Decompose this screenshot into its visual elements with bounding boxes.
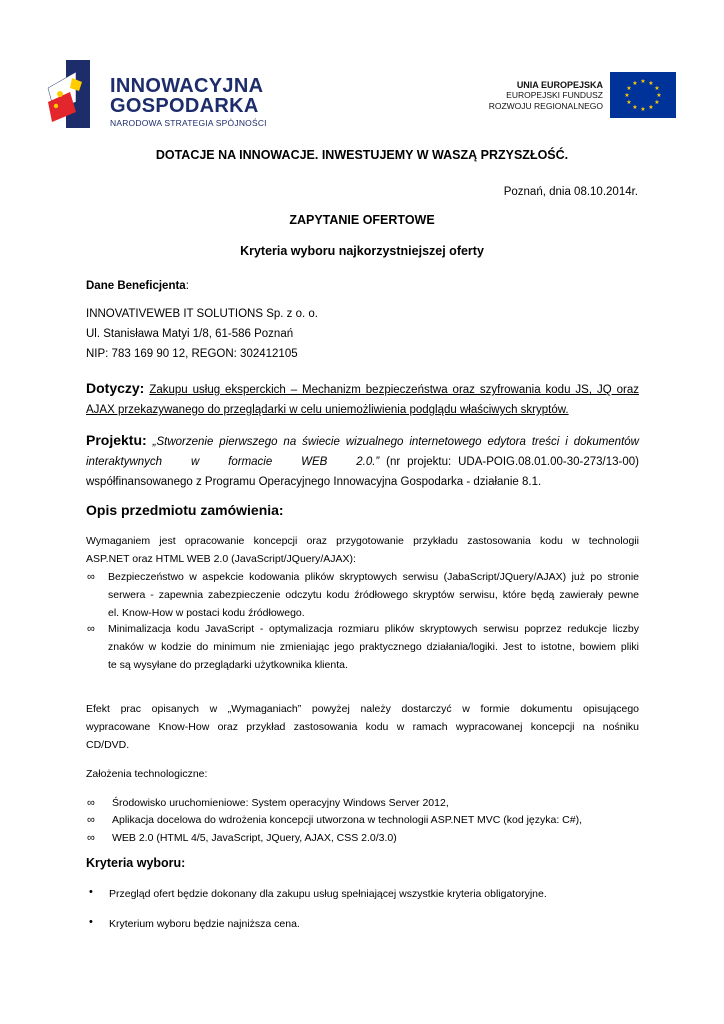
- order-intro-line-2: ASP.NET oraz HTML WEB 2.0 (JavaScript/JQuery/AJAX):: [86, 553, 356, 565]
- dot-bullet-icon: •: [89, 886, 93, 898]
- svg-text:★: ★: [640, 106, 646, 113]
- order-intro: [86, 532, 639, 568]
- order-intro-line-1: Wymaganiem jest opracowanie koncepcji oraz przygotowanie przykładu zastosowania kodu w technologii: [86, 535, 639, 547]
- svg-text:★: ★: [626, 99, 632, 106]
- svg-text:★: ★: [632, 80, 638, 87]
- beneficiary-line: Ul. Stanisława Matyi 1/8, 61-586 Poznań: [86, 328, 294, 340]
- svg-text:★: ★: [654, 85, 660, 92]
- infinity-bullet-icon: ∞: [87, 571, 95, 583]
- project-line-3: współfinansowanego z Programu Operacyjnego Innowacyjna Gospodarka - działanie 8.1.: [86, 476, 542, 488]
- svg-text:★: ★: [656, 92, 662, 99]
- infinity-bullet-icon: ∞: [87, 832, 95, 844]
- infinity-bullet-icon: ∞: [87, 797, 95, 809]
- project-block: [86, 430, 639, 492]
- order-item-line: serwera - zapewnia zabezpieczenie odczytu kodu źródłowego skryptów serwisu, które będą zawierały pewne: [108, 589, 639, 601]
- document-subtitle: Kryteria wyboru najkorzystniejszej oferty: [240, 244, 484, 258]
- beneficiary-label: Dane Beneficjenta: [86, 280, 186, 292]
- effect-line: Efekt prac opisanych w „Wymaganiach” powyżej należy dostarczyć w formie dokumentu opisującego: [86, 703, 639, 715]
- eu-flag-icon: [610, 72, 676, 118]
- project-label: Projektu:: [86, 432, 147, 448]
- eu-line-3: ROZWOJU REGIONALNEGO: [488, 101, 603, 111]
- subject-line-2: AJAX przekazywanego do przeglądarki w celu uniemożliwienia podglądu właściwych skryptów.: [86, 404, 569, 416]
- order-item-line: znaków w kodzie do minimum nie zmieniając jego praktycznego działania/logiki. Jest to istotne, bowiem pliki: [108, 641, 639, 653]
- document-title: ZAPYTANIE OFERTOWE: [289, 213, 435, 227]
- innowacyjna-gospodarka-logo: [46, 58, 276, 130]
- svg-text:★: ★: [632, 104, 638, 111]
- slogan: DOTACJE NA INNOWACJE. INWESTUJEMY W WASZĄ PRZYSZŁOŚĆ.: [155, 148, 569, 162]
- svg-text:★: ★: [654, 99, 660, 106]
- logo-line-2: GOSPODARKA: [110, 95, 259, 117]
- svg-text:★: ★: [624, 92, 630, 99]
- beneficiary-line: NIP: 783 169 90 12, REGON: 302412105: [86, 348, 298, 360]
- tech-item: WEB 2.0 (HTML 4/5, JavaScript, JQuery, AJAX, CSS 2.0/3.0): [112, 832, 397, 844]
- tech-item: Aplikacja docelowa do wdrożenia koncepcji utworzona w technologii ASP.NET MVC (kod języka: C#),: [112, 814, 583, 826]
- date: Poznań, dnia 08.10.2014r.: [503, 186, 638, 198]
- infinity-bullet-icon: ∞: [87, 623, 95, 635]
- flag-emblem-icon: [46, 58, 106, 130]
- order-item: [108, 620, 639, 674]
- subject-label: Dotyczy:: [86, 380, 145, 396]
- svg-text:★: ★: [640, 78, 646, 85]
- svg-text:★: ★: [648, 80, 654, 87]
- tech-item: Środowisko uruchomieniowe: System operacyjny Windows Server 2012,: [112, 797, 449, 809]
- tech-label: Założenia technologiczne:: [86, 768, 208, 780]
- project-number: (nr projektu: UDA-POIG.08.01.00-30-273/13-00): [379, 456, 639, 468]
- project-title-2: interaktywnych w formacie WEB 2.0.”: [86, 456, 380, 468]
- eu-line-2: EUROPEJSKI FUNDUSZ: [506, 90, 603, 100]
- order-heading: Opis przedmiotu zamówienia:: [86, 502, 284, 518]
- order-item-line: Bezpieczeństwo w aspekcie kodowania plików skryptowych serwisu (JabaScript/JQuery/AJAX) już po stronie: [108, 571, 639, 583]
- criteria-item: Przegląd ofert będzie dokonany dla zakupu usług spełniającej wszystkie kryteria obligatoryjne.: [109, 888, 547, 900]
- beneficiary-heading: [86, 277, 189, 295]
- project-title-1: „Stworzenie pierwszego na świecie wizualnego internetowego edytora treści i dokumentów: [152, 436, 639, 448]
- order-item-line: Minimalizacja kodu JavaScript - optymalizacja rozmiaru plików skryptowych serwisu poprzez redukcje liczby: [108, 623, 639, 635]
- effect-line: CD/DVD.: [86, 739, 130, 751]
- criteria-heading: Kryteria wyboru:: [86, 856, 186, 870]
- eu-logo-text: [440, 80, 603, 112]
- order-item-line: te są wysyłane do przeglądarki użytkownika klienta.: [108, 659, 348, 671]
- svg-text:★: ★: [626, 85, 632, 92]
- beneficiary-colon: :: [185, 280, 189, 292]
- subject-line-1: Zakupu usług eksperckich – Mechanizm bezpieczeństwa oraz szyfrowania kodu JS, JQ oraz: [149, 384, 639, 396]
- svg-text:★: ★: [648, 104, 654, 111]
- effect-paragraph: [86, 700, 639, 754]
- order-item-line: el. Know-How w postaci kodu źródłowego.: [108, 607, 305, 619]
- subject-block: [86, 378, 639, 420]
- beneficiary-line: INNOVATIVEWEB IT SOLUTIONS Sp. z o. o.: [86, 308, 318, 320]
- dot-bullet-icon: •: [89, 916, 93, 928]
- infinity-bullet-icon: ∞: [87, 814, 95, 826]
- logo-line-1: INNOWACYJNA: [110, 75, 264, 97]
- effect-line: wypracowane Know-How oraz przykład zastosowania kodu w ramach wypracowanej koncepcji na nośniku: [86, 721, 639, 733]
- eu-line-1: UNIA EUROPEJSKA: [516, 80, 603, 90]
- criteria-item: Kryterium wyboru będzie najniższa cena.: [109, 918, 300, 930]
- order-item: [108, 568, 639, 622]
- logo-line-3: NARODOWA STRATEGIA SPÓJNOŚCI: [110, 118, 267, 128]
